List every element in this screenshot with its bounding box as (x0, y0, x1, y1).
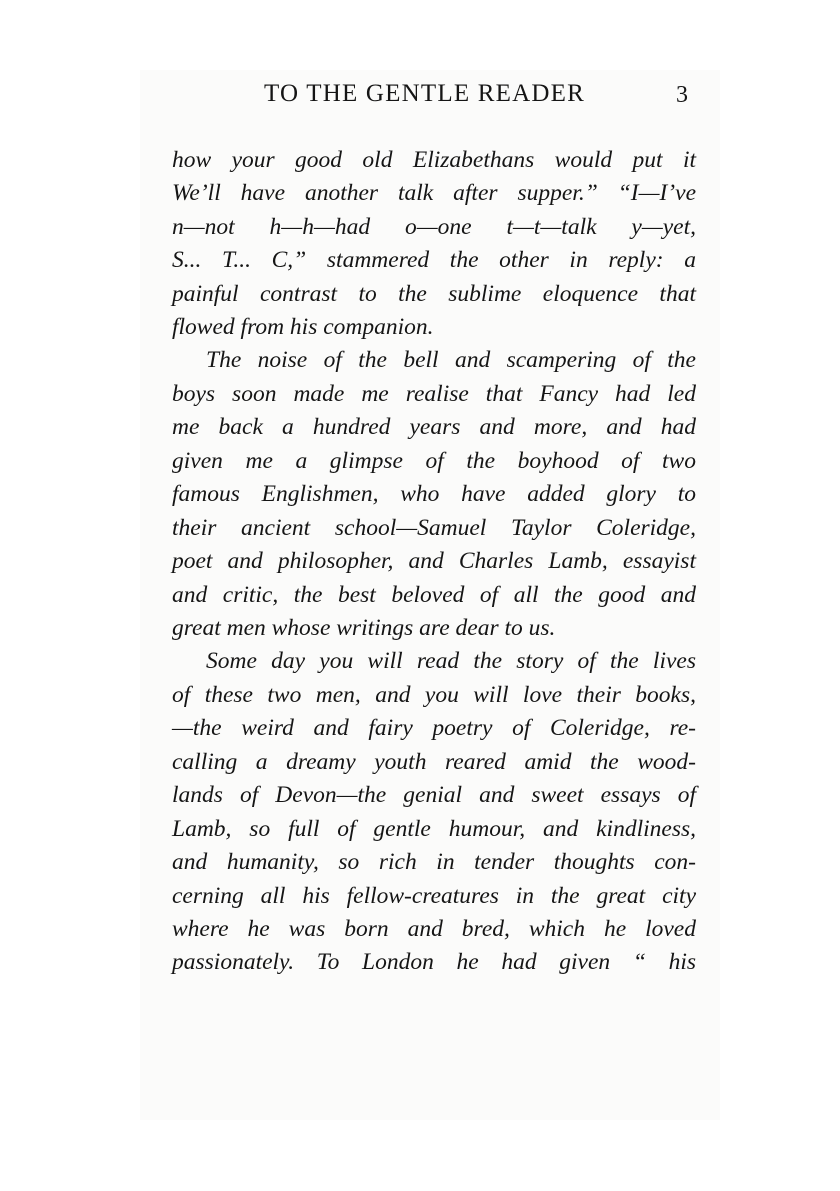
paragraph-first-line: The noise of the bell and scampering of the (206, 347, 696, 373)
text-line: their ancient school—Samuel Taylor Coleridge, (172, 515, 696, 541)
paragraph-first-line: Some day you will read the story of the lives (206, 648, 696, 674)
text-line: of these two men, and you will love their books, (172, 682, 696, 708)
text-line: boys soon made me realise that Fancy had led (172, 381, 696, 407)
text-line: poet and philosopher, and Charles Lamb, essayist (172, 548, 696, 574)
text-line: S... T... C,” stammered the other in reply: a (172, 247, 696, 273)
text-line: n—not h—h—had o—one t—t—talk y—yet, (172, 214, 696, 240)
running-head (0, 80, 840, 114)
text-line: Lamb, so full of gentle humour, and kindliness, (172, 816, 696, 842)
text-line: me back a hundred years and more, and had (172, 414, 696, 440)
text-line: passionately. To London he had given “ his (172, 949, 696, 975)
text-line: famous Englishmen, who have added glory to (172, 481, 696, 507)
text-line: cerning all his fellow-creatures in the great city (172, 883, 696, 909)
page-number: 3 (676, 82, 688, 108)
text-line: great men whose writings are dear to us. (172, 615, 556, 641)
text-line: lands of Devon—the genial and sweet essays of (172, 782, 696, 808)
text-line: flowed from his companion. (172, 314, 434, 340)
text-line: how your good old Elizabethans would put it (172, 147, 696, 173)
text-line: calling a dreamy youth reared amid the wood- (172, 749, 696, 775)
text-line: and critic, the best beloved of all the good and (172, 582, 696, 608)
text-line: We’ll have another talk after supper.” “I—I’ve (172, 180, 696, 206)
text-line: given me a glimpse of the boyhood of two (172, 448, 696, 474)
text-line: —the weird and fairy poetry of Coleridge, re- (172, 715, 696, 741)
text-line: and humanity, so rich in tender thoughts con- (172, 849, 696, 875)
text-line: painful contrast to the sublime eloquence that (172, 281, 696, 307)
text-line: where he was born and bred, which he loved (172, 916, 696, 942)
running-head-title: TO THE GENTLE READER (264, 80, 585, 107)
